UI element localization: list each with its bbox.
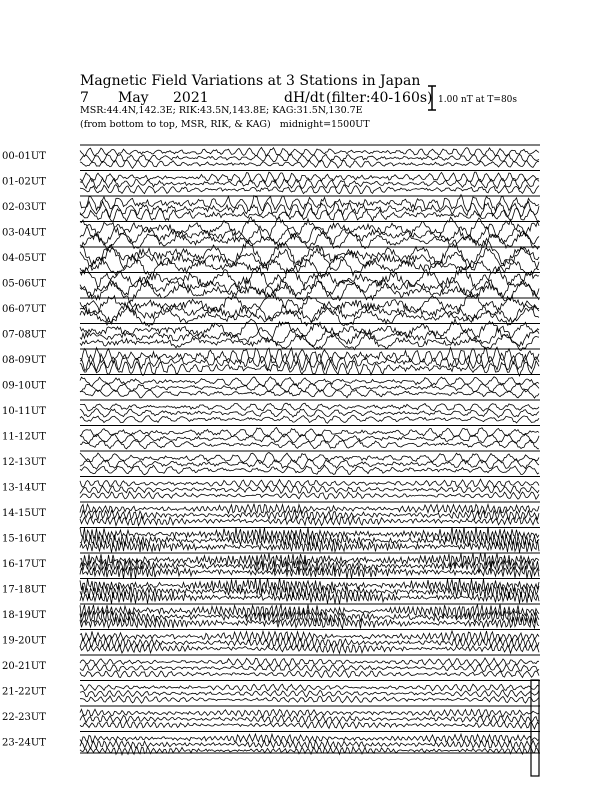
hour-label: 11-12UT — [2, 431, 46, 443]
hour-row — [2, 527, 540, 553]
trace-rik — [80, 637, 539, 648]
hour-row — [2, 347, 540, 376]
trace-msr — [80, 333, 539, 351]
scale-bar — [428, 86, 436, 110]
trace-rik — [80, 715, 539, 723]
hour-row — [2, 706, 540, 729]
hour-label: 10-11UT — [2, 406, 46, 417]
hour-label: 17-18UT — [2, 584, 46, 596]
trace-msr — [80, 208, 539, 221]
hour-row — [2, 732, 540, 755]
trace-rik — [80, 665, 539, 672]
hour-row — [2, 630, 540, 654]
hour-row — [2, 553, 540, 579]
trace-kag — [80, 453, 539, 464]
year: 2021 — [173, 90, 209, 106]
hour-row — [2, 604, 540, 629]
trace-msr — [80, 185, 539, 194]
hour-label: 08-09UT — [2, 355, 46, 366]
hour-label: 03-04UT — [2, 227, 46, 239]
month: May — [118, 90, 149, 106]
trace-kag — [80, 631, 539, 642]
trace-kag — [80, 527, 539, 542]
trace-rik — [80, 300, 539, 323]
hour-label: 18-19UT — [2, 610, 46, 621]
trace-rik — [80, 510, 539, 521]
hour-label: 22-23UT — [2, 712, 46, 723]
hour-label: 01-02UT — [2, 176, 46, 188]
trace-kag — [80, 403, 539, 411]
hour-row — [2, 319, 540, 351]
trace-msr — [80, 696, 539, 703]
hour-label: 09-10UT — [2, 380, 46, 392]
hour-label: 21-22UT — [2, 686, 46, 698]
hour-label: 04-05UT — [2, 253, 46, 264]
trace-kag — [80, 479, 539, 488]
trace-kag — [80, 148, 539, 157]
trace-kag — [80, 217, 539, 241]
hour-row — [2, 375, 540, 399]
hour-label: 23-24UT — [2, 737, 46, 749]
scale-bar-label: 1.00 nT at T=80s — [438, 95, 518, 105]
hour-row — [2, 477, 540, 500]
hour-row — [2, 502, 540, 526]
hour-row — [2, 145, 540, 168]
hour-label: 05-06UT — [2, 278, 46, 290]
order-note: (from bottom to top, MSR, RIK, & KAG) — [80, 119, 271, 130]
hour-row — [2, 293, 540, 326]
trace-kag — [80, 684, 539, 691]
quantity: dH/dt — [284, 90, 325, 106]
trace-kag — [80, 267, 539, 294]
trace-kag — [80, 578, 539, 593]
trace-kag — [80, 504, 539, 515]
hour-label: 14-15UT — [2, 508, 46, 519]
trace-rik — [80, 248, 539, 273]
hour-label: 15-16UT — [2, 533, 46, 545]
hour-label: 00-01UT — [2, 151, 46, 162]
trace-msr — [80, 540, 539, 553]
hour-row — [2, 217, 540, 249]
trace-msr — [80, 440, 539, 449]
hour-row — [2, 426, 540, 449]
trace-msr — [80, 566, 539, 579]
hour-row — [2, 578, 540, 604]
hour-row — [2, 195, 540, 222]
hour-row — [2, 267, 540, 303]
trace-msr — [80, 671, 539, 678]
hour-label: 20-21UT — [2, 661, 46, 672]
chart-title: Magnetic Field Variations at 3 Stations in Japan — [80, 73, 421, 89]
hour-row — [2, 400, 540, 423]
hour-row — [2, 451, 540, 475]
trace-msr — [80, 389, 539, 398]
hour-label: 07-08UT — [2, 329, 46, 341]
hour-row — [2, 171, 540, 194]
trace-rik — [80, 383, 539, 392]
day: 7 — [80, 90, 89, 106]
hour-row — [2, 681, 540, 704]
trace-kag — [80, 658, 539, 666]
hour-label: 12-13UT — [2, 457, 46, 468]
hour-label: 19-20UT — [2, 635, 46, 647]
trace-msr — [80, 721, 539, 729]
hour-label: 16-17UT — [2, 559, 46, 570]
midnight-note: midnight=1500UT — [279, 119, 370, 130]
hour-label: 02-03UT — [2, 202, 46, 213]
trace-msr — [80, 160, 539, 168]
trace-msr — [80, 465, 539, 475]
trace-msr — [80, 281, 539, 303]
hour-label: 06-07UT — [2, 304, 46, 315]
hour-row — [2, 655, 540, 678]
hour-label: 13-14UT — [2, 482, 46, 494]
station-coordinates: MSR:44.4N,142.3E; RIK:43.5N,143.8E; KAG:31.5N,130.7E — [80, 105, 363, 116]
filter: (filter:40-160s) — [326, 90, 433, 106]
